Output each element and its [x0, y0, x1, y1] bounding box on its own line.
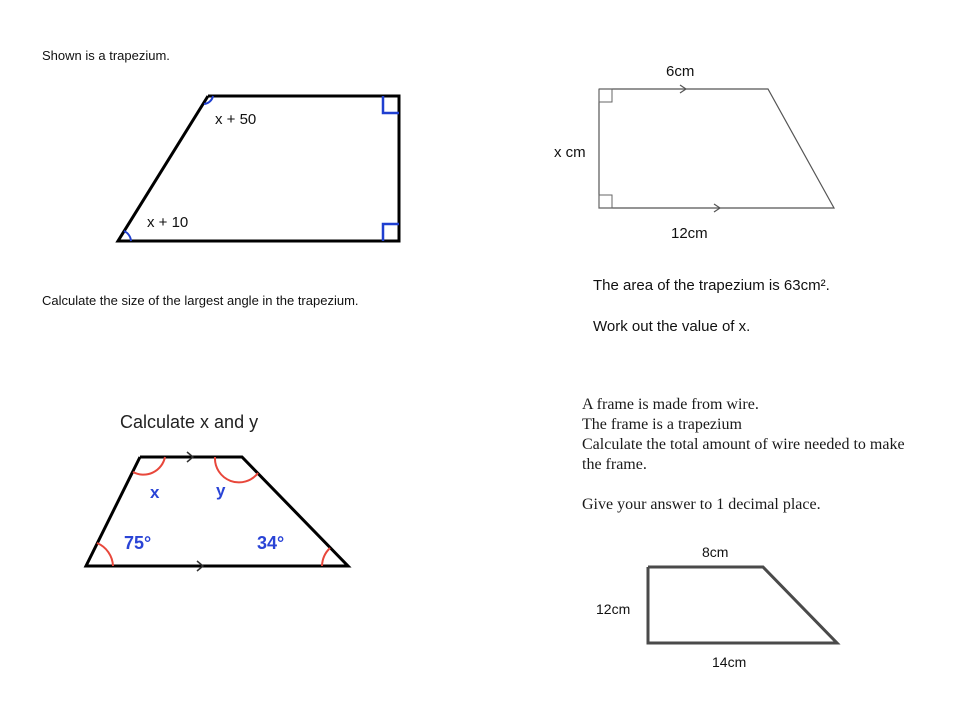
q1-angle-label-top: x + 50: [215, 111, 257, 128]
q2-bottom-label: 12cm: [671, 225, 708, 242]
q3-arc-34: [322, 548, 330, 566]
q3-angle-75: 75°: [124, 533, 152, 553]
q1-angle-label-bottom: x + 10: [147, 214, 189, 231]
q4-side-label: 12cm: [596, 601, 631, 617]
q1-question: Calculate the size of the largest angle in the trapezium.: [42, 293, 359, 308]
q3-angle-x: x: [150, 483, 160, 502]
q4-top-label: 8cm: [702, 544, 729, 560]
q4-text-block: [582, 395, 905, 475]
q2-top-label: 6cm: [666, 63, 695, 80]
q4-line-1: A frame is made from wire.: [582, 396, 759, 413]
q2-trapezium: [599, 85, 834, 212]
q4-instruction: Give your answer to 1 decimal place.: [582, 496, 821, 513]
q4-trapezium: [648, 567, 837, 643]
q2-area-text: The area of the trapezium is 63cm².: [593, 277, 830, 294]
q3-title: Calculate x and y: [120, 412, 259, 432]
q2-side-label: x cm: [554, 144, 586, 161]
q2-question: Work out the value of x.: [593, 318, 751, 335]
q4-line-4: the frame.: [582, 456, 647, 473]
q4-line-3: Calculate the total amount of wire needed to make: [582, 436, 905, 453]
q2-right-angle-top: [599, 89, 612, 102]
q3-arc-75: [97, 543, 113, 566]
q4-line-2: The frame is a trapezium: [582, 416, 742, 433]
q1-right-angle-bottom: [383, 224, 399, 241]
q4-bottom-label: 14cm: [712, 654, 747, 670]
q3-angle-34: 34°: [257, 533, 285, 553]
q2-right-angle-bottom: [599, 195, 612, 208]
q3-angle-y: y: [216, 481, 226, 500]
q1-right-angle-top: [383, 96, 399, 113]
q1-intro: Shown is a trapezium.: [42, 48, 170, 63]
q3-arc-y: [215, 457, 258, 482]
